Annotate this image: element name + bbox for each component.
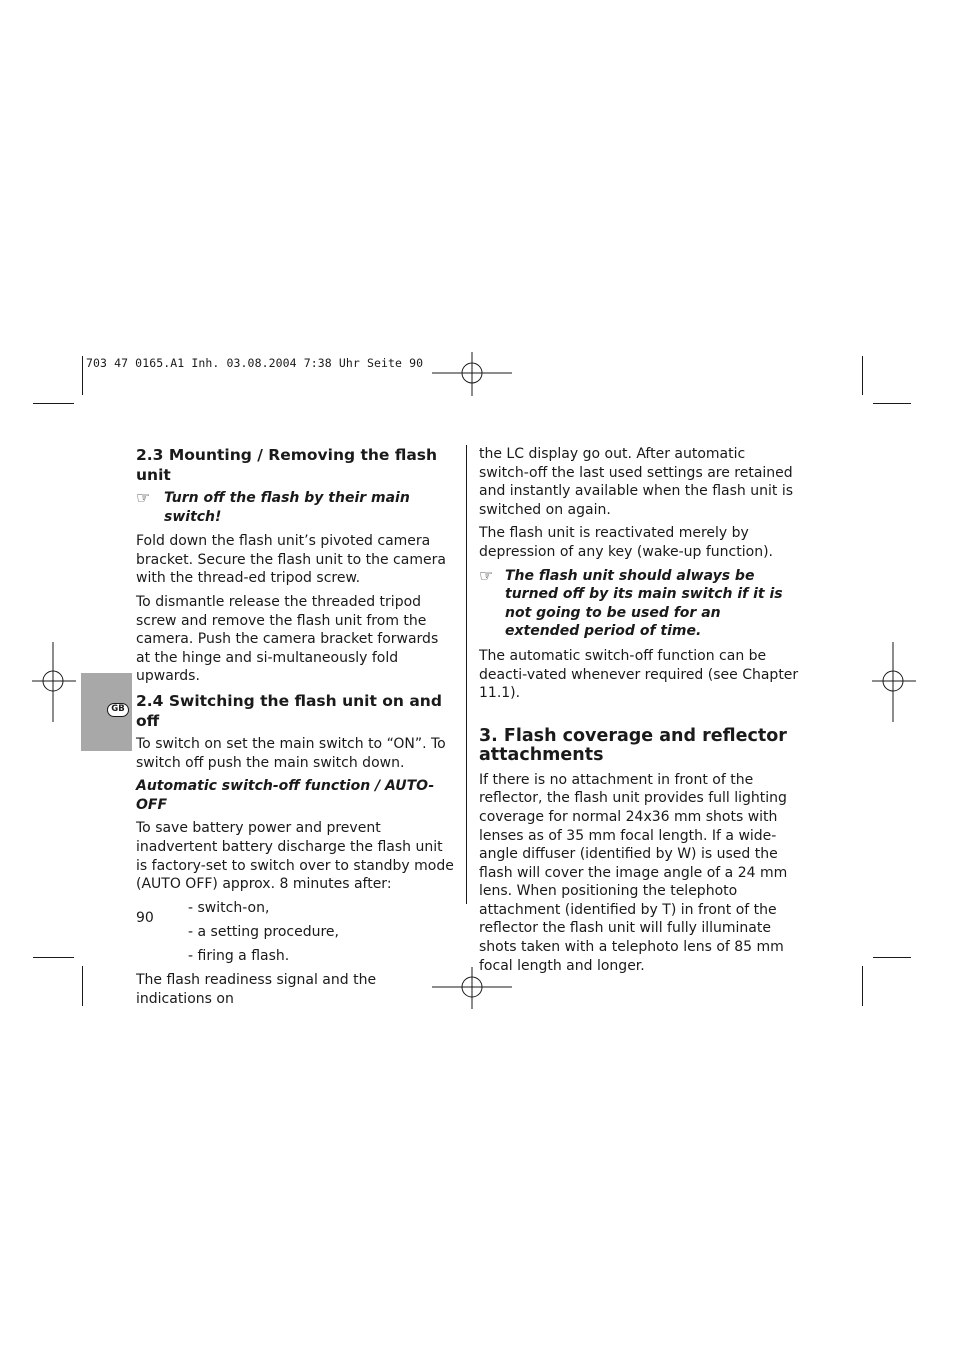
column-divider: [466, 445, 467, 904]
registration-mark-icon: [432, 352, 512, 396]
warning-text: Turn off the flash by their main switch!: [164, 490, 410, 525]
left-column: [136, 445, 456, 1013]
list-item: - firing a flash.: [188, 947, 290, 964]
section-heading-2-3: 2.3 Mounting / Removing the flash unit: [136, 446, 438, 484]
pointing-hand-icon: ☞: [479, 565, 494, 585]
crop-mark: [873, 957, 911, 958]
paragraph: the LC display go out. After automatic switch-off the last used settings are retained and instantly available when the flash unit is switched on again.: [479, 446, 794, 518]
paragraph: The automatic switch-off function can be deacti-vated whenever required (see Chapter 11.1).: [479, 647, 799, 702]
warning-text: The flash unit should always be turned off by its main switch if it is not going to be used for an extended period of time.: [505, 567, 783, 640]
language-badge: GB: [107, 703, 129, 717]
pointing-hand-icon: ☞: [136, 488, 151, 507]
warning-note: [479, 567, 799, 641]
subheading-auto-off: Automatic switch-off function / AUTO-OFF: [136, 778, 435, 813]
section-heading-3: 3. Flash coverage and reflector attachments: [479, 725, 787, 765]
registration-mark-icon: [872, 642, 916, 722]
registration-mark-icon: [32, 642, 76, 722]
paragraph: Fold down the flash unit’s pivoted camera bracket. Secure the flash unit to the camera with the thread-ed tripod screw.: [136, 533, 446, 587]
list-item: - switch-on,: [188, 899, 270, 916]
crop-mark: [82, 356, 83, 395]
crop-mark: [862, 966, 863, 1006]
paragraph: The flash unit is reactivated merely by depression of any key (wake-up function).: [479, 525, 773, 560]
crop-mark: [82, 966, 83, 1006]
crop-mark: [862, 356, 863, 395]
paragraph: The flash readiness signal and the indications on: [136, 971, 377, 1007]
paragraph: To switch on set the main switch to “ON”. To switch off push the main switch down.: [136, 735, 446, 771]
print-slug: 703 47 0165.A1 Inh. 03.08.2004 7:38 Uhr Seite 90: [86, 356, 424, 370]
list-item: - a setting procedure,: [188, 923, 339, 940]
right-column: [479, 445, 799, 980]
crop-mark: [873, 403, 911, 404]
trigger-list: [136, 899, 456, 966]
paragraph: To save battery power and prevent inadvertent battery discharge the flash unit is factory-set to switch over to standby mode (AUTO OFF) approx. 8 minutes after:: [136, 820, 454, 893]
crop-mark: [33, 403, 74, 404]
paragraph: If there is no attachment in front of the reflector, the flash unit provides full lighting coverage for normal 24x36 mm shots with lenses as of 35 mm focal length. If a wide-angle diffuser (identified by W) is used the flash will cover the image angle of a 24 mm lens. When positioning the telephoto attachment (identified by T) in front of the reflector the flash unit will fully illuminate shots taken with a telephoto lens of 85 mm focal length and longer.: [479, 771, 788, 974]
paragraph: To dismantle release the threaded tripod screw and remove the flash unit from the camera. Push the camera bracket forwards at the hinge and si-multaneously fold upwards.: [136, 593, 439, 685]
warning-note: [136, 489, 456, 526]
section-heading-2-4: 2.4 Switching the flash unit on and off: [136, 691, 442, 730]
page-number: 90: [136, 910, 154, 926]
crop-mark: [33, 957, 74, 958]
